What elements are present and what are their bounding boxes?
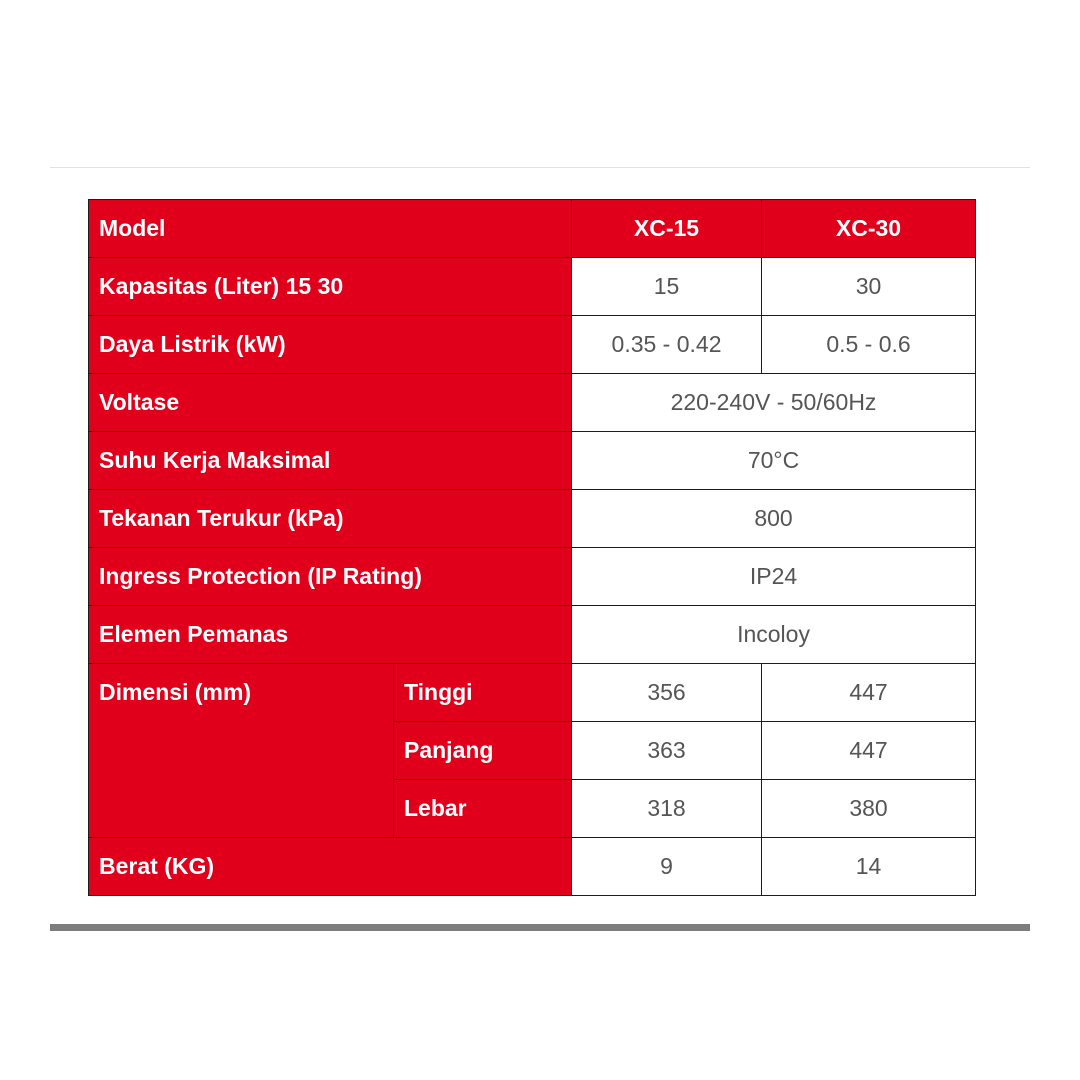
height-xc30-value: 447 [762, 664, 976, 722]
width-label: Lebar [394, 780, 572, 838]
table-row [89, 374, 976, 432]
pressure-label: Tekanan Terukur (kPa) [89, 490, 572, 548]
weight-xc15-value: 9 [572, 838, 762, 896]
power-label: Daya Listrik (kW) [89, 316, 572, 374]
length-label: Panjang [394, 722, 572, 780]
voltage-label: Voltase [89, 374, 572, 432]
bottom-divider [50, 924, 1030, 931]
table-row [89, 838, 976, 896]
capacity-xc30-value: 30 [762, 258, 976, 316]
table-row [89, 664, 976, 722]
header-row [89, 200, 976, 258]
length-xc30-value: 447 [762, 722, 976, 780]
dimensions-label: Dimensi (mm) [89, 664, 394, 838]
model-xc30-header: XC-30 [762, 200, 976, 258]
voltage-value: 220-240V - 50/60Hz [572, 374, 976, 432]
ip-rating-value: IP24 [572, 548, 976, 606]
weight-xc30-value: 14 [762, 838, 976, 896]
pressure-value: 800 [572, 490, 976, 548]
height-label: Tinggi [394, 664, 572, 722]
width-xc30-value: 380 [762, 780, 976, 838]
table-row [89, 606, 976, 664]
table-row [89, 258, 976, 316]
model-label: Model [89, 200, 572, 258]
model-xc15-header: XC-15 [572, 200, 762, 258]
capacity-xc15-value: 15 [572, 258, 762, 316]
table-row [89, 432, 976, 490]
max-temp-value: 70°C [572, 432, 976, 490]
capacity-label: Kapasitas (Liter) 15 30 [89, 258, 572, 316]
max-temp-label: Suhu Kerja Maksimal [89, 432, 572, 490]
width-xc15-value: 318 [572, 780, 762, 838]
top-divider [50, 167, 1030, 168]
heating-element-label: Elemen Pemanas [89, 606, 572, 664]
power-xc30-value: 0.5 - 0.6 [762, 316, 976, 374]
height-xc15-value: 356 [572, 664, 762, 722]
table-row [89, 490, 976, 548]
length-xc15-value: 363 [572, 722, 762, 780]
weight-label: Berat (KG) [89, 838, 572, 896]
ip-rating-label: Ingress Protection (IP Rating) [89, 548, 572, 606]
spec-table [88, 199, 976, 896]
table-row [89, 548, 976, 606]
table-row [89, 316, 976, 374]
heating-element-value: Incoloy [572, 606, 976, 664]
power-xc15-value: 0.35 - 0.42 [572, 316, 762, 374]
